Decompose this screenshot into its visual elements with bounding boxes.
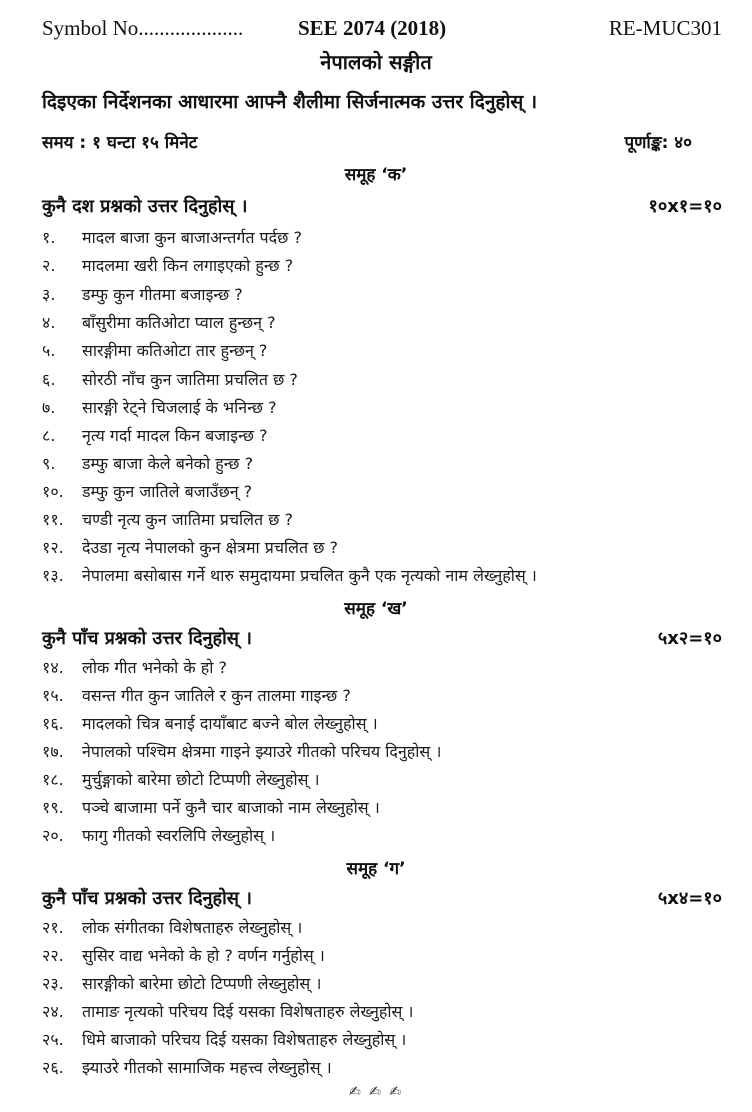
group-title-b: समूह ‘ख’ bbox=[344, 599, 408, 619]
question-item: ७. सारङ्गी रेट्ने चिजलाई के भनिन्छ ? bbox=[42, 398, 277, 417]
group-instruction-a: कुनै दश प्रश्नको उत्तर दिनुहोस् । bbox=[42, 196, 248, 217]
question-item: २३. सारङ्गीको बारेमा छोटो टिप्पणी लेख्नुहोस् । bbox=[42, 974, 322, 993]
general-instruction: दिइएका निर्देशनका आधारमा आफ्नै शैलीमा सिर्जनात्मक उत्तर दिनुहोस् । bbox=[42, 91, 538, 113]
question-item: ५. सारङ्गीमा कतिओटा तार हुन्छन् ? bbox=[42, 341, 268, 360]
question-item: २५. धिमे बाजाको परिचय दिई यसका विशेषताहरु लेख्नुहोस् । bbox=[42, 1030, 407, 1049]
question-item: १६. मादलको चित्र बनाई दायाँबाट बज्ने बोल लेख्नुहोस् । bbox=[42, 714, 378, 733]
question-item: ३. डम्फु कुन गीतमा बजाइन्छ ? bbox=[42, 285, 243, 304]
full-marks: पूर्णाङ्क: ४० bbox=[624, 133, 692, 153]
question-item: १३. नेपालमा बसोबास गर्ने थारु समुदायमा प्रचलित कुनै एक नृत्यको नाम लेख्नुहोस् । bbox=[42, 566, 537, 585]
group-marks-a: १०x१=१० bbox=[648, 196, 722, 217]
group-title-a: समूह ‘क’ bbox=[344, 165, 408, 185]
writing-hand-icon: ✍ ✍ ✍ bbox=[348, 1084, 404, 1100]
question-item: ८. नृत्य गर्दा मादल किन बजाइन्छ ? bbox=[42, 426, 268, 445]
question-item: ६. सोरठी नाँच कुन जातिमा प्रचलित छ ? bbox=[42, 370, 298, 389]
subject-code: RE-MUC301 bbox=[608, 16, 722, 40]
question-item: २४. तामाङ नृत्यको परिचय दिई यसका विशेषताहरु लेख्नुहोस् । bbox=[42, 1002, 414, 1021]
question-item: १७. नेपालको पश्चिम क्षेत्रमा गाइने झ्याउरे गीतको परिचय दिनुहोस् । bbox=[42, 742, 442, 761]
question-item: ११. चण्डी नृत्य कुन जातिमा प्रचलित छ ? bbox=[42, 510, 294, 529]
question-item: १४. लोक गीत भनेको के हो ? bbox=[42, 658, 227, 677]
question-item: २. मादलमा खरी किन लगाइएको हुन्छ ? bbox=[42, 256, 294, 275]
question-item: १२. देउडा नृत्य नेपालको कुन क्षेत्रमा प्रचलित छ ? bbox=[42, 538, 339, 557]
question-item: १९. पञ्चे बाजामा पर्ने कुनै चार बाजाको नाम लेख्नुहोस् । bbox=[42, 798, 380, 817]
group-instruction-b: कुनै पाँच प्रश्नको उत्तर दिनुहोस् । bbox=[42, 628, 252, 649]
question-item: १०. डम्फु कुन जातिले बजाउँछन् ? bbox=[42, 482, 253, 501]
page-title: नेपालको सङ्गीत bbox=[320, 50, 432, 74]
question-item: २१. लोक संगीतका विशेषताहरु लेख्नुहोस् । bbox=[42, 918, 303, 937]
group-instruction-c: कुनै पाँच प्रश्नको उत्तर दिनुहोस् । bbox=[42, 888, 252, 909]
exam-time: समय : १ घन्टा १५ मिनेट bbox=[42, 133, 198, 153]
group-marks-c: ५x४=१० bbox=[657, 888, 722, 909]
question-item: ९. डम्फु बाजा केले बनेको हुन्छ ? bbox=[42, 454, 254, 473]
question-item: २६. झ्याउरे गीतको सामाजिक महत्त्व लेख्नुहोस् । bbox=[42, 1058, 332, 1077]
question-item: ४. बाँसुरीमा कतिओटा प्वाल हुन्छन् ? bbox=[42, 313, 276, 332]
group-marks-b: ५x२=१० bbox=[657, 628, 722, 649]
question-item: २०. फागु गीतको स्वरलिपि लेख्नुहोस् । bbox=[42, 826, 276, 845]
symbol-number: Symbol No.................... bbox=[42, 16, 244, 40]
question-item: १८. मुर्चुङ्गाको बारेमा छोटो टिप्पणी लेख्नुहोस् । bbox=[42, 770, 320, 789]
group-title-c: समूह ‘ग’ bbox=[346, 859, 406, 879]
question-item: १. मादल बाजा कुन बाजाअन्तर्गत पर्दछ ? bbox=[42, 228, 302, 247]
question-item: २२. सुसिर वाद्य भनेको के हो ? वर्णन गर्नुहोस् । bbox=[42, 946, 325, 965]
exam-name: SEE 2074 (2018) bbox=[298, 16, 447, 40]
question-item: १५. वसन्त गीत कुन जातिले र कुन तालमा गाइन्छ ? bbox=[42, 686, 351, 705]
